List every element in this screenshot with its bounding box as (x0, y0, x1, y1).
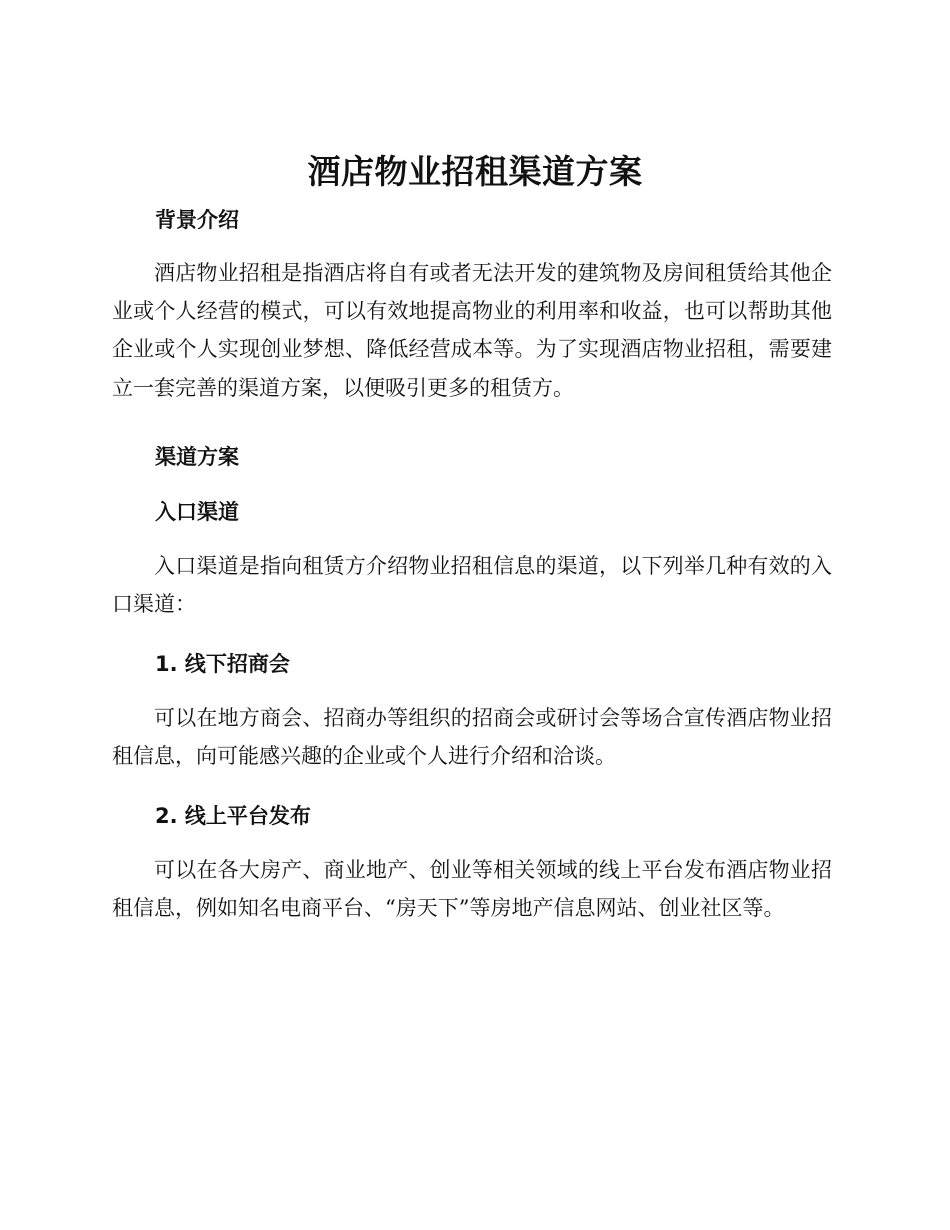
section-heading-offline-fair: 1. 线下招商会 (155, 652, 290, 676)
paragraph-background: 酒店物业招租是指酒店将自有或者无法开发的建筑物及房间租赁给其他企业或个人经营的模式，可以有效地提高物业的利用率和收益，也可以帮助其他企业或个人实现创业梦想、降低经营成本等。为了实现酒店物业招租，需要建立一套完善的渠道方案，以便吸引更多的租赁方。 (112, 261, 832, 400)
paragraph-online-platform: 可以在各大房产、商业地产、创业等相关领域的线上平台发布酒店物业招租信息，例如知名电商平台、“房天下”等房地产信息网站、创业社区等。 (112, 858, 832, 921)
paragraph-entry-channels: 入口渠道是指向租赁方介绍物业招租信息的渠道，以下列举几种有效的入口渠道： (112, 554, 832, 617)
section-heading-online-platform: 2. 线上平台发布 (155, 804, 311, 828)
section-heading-background: 背景介绍 (155, 208, 239, 232)
document-title: 酒店物业招租渠道方案 (307, 152, 643, 191)
section-heading-entry-channels: 入口渠道 (155, 500, 239, 524)
section-heading-channel-plan: 渠道方案 (155, 445, 239, 469)
paragraph-offline-fair: 可以在地方商会、招商办等组织的招商会或研讨会等场合宣传酒店物业招租信息，向可能感兴趣的企业或个人进行介绍和洽谈。 (112, 706, 832, 769)
